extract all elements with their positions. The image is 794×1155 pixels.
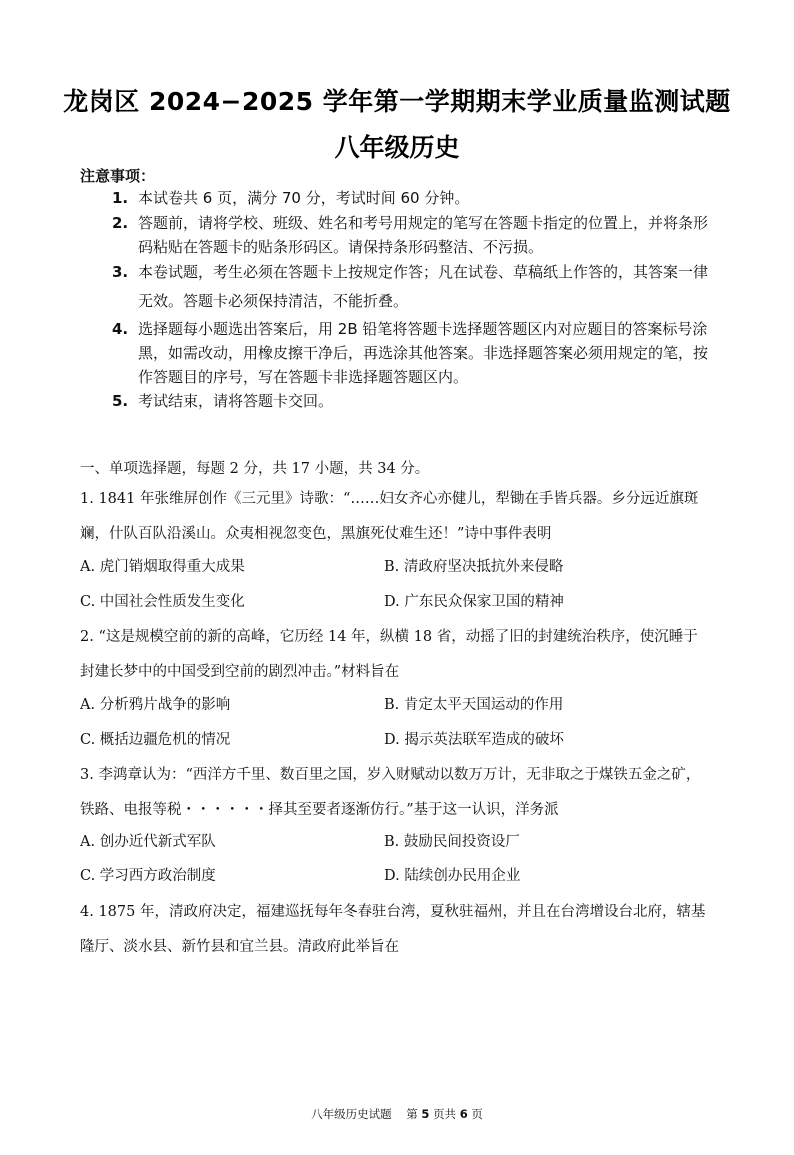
question-option: A. 创办近代新式军队 — [80, 834, 216, 850]
question-option: C. 中国社会性质发生变化 — [80, 594, 245, 610]
notice-item — [112, 211, 712, 259]
question-option: D. 广东民众保家卫国的精神 — [384, 594, 564, 610]
footer-page-number: 5 — [421, 1107, 430, 1121]
page-footer — [0, 1106, 794, 1122]
question-stem: 3. 李鸿章认为：“西洋方千里、数百里之国，岁入财赋动以数万万计，无非取之于煤铁五金之矿，铁路、电报等税・・・・・・择其至要者逐渐仿行。”基于这一认识，洋务派 — [80, 767, 701, 818]
notice-item-number: 4. — [112, 320, 129, 338]
question-option: D. 陆续创办民用企业 — [384, 868, 521, 884]
notice-item-text: 本试卷共 6 页，满分 70 分，考试时间 60 分钟。 — [138, 189, 470, 207]
notice-item-number: 1. — [112, 189, 129, 207]
notice-item-number: 5. — [112, 392, 129, 410]
notice-item — [112, 389, 712, 413]
question-option: A. 分析鸦片战争的影响 — [80, 697, 231, 713]
notice-item-text: 答题前，请将学校、班级、姓名和考号用规定的笔写在答题卡指定的位置上，并将条形码粘贴在答题卡的贴条形码区。请保持条形码整洁、不污损。 — [138, 214, 709, 256]
footer-page-total: 6 — [459, 1107, 468, 1121]
notice-item — [112, 258, 712, 316]
question-option: D. 揭示英法联军造成的破坏 — [384, 732, 564, 748]
footer-page-prefix: 第 — [406, 1107, 418, 1121]
question-option: C. 概括边疆危机的情况 — [80, 732, 231, 748]
exam-subtitle: 八年级历史 — [334, 133, 460, 162]
notice-item-number: 3. — [112, 263, 129, 281]
question-stem: 4. 1875 年，清政府决定，福建巡抚每年冬春驻台湾，夏秋驻福州，并且在台湾增设台北府，辖基隆厅、淡水县、新竹县和宜兰县。清政府此举旨在 — [80, 904, 706, 955]
exam-title: 龙岗区 2024−2025 学年第一学期期末学业质量监测试题 — [63, 87, 731, 116]
section-heading: 一、单项选择题，每题 2 分，共 17 小题，共 34 分。 — [80, 461, 430, 477]
notice-item-text: 考试结束，请将答题卡交回。 — [138, 392, 334, 410]
question-option: B. 清政府坚决抵抗外来侵略 — [384, 559, 564, 575]
question-option: C. 学习西方政治制度 — [80, 868, 216, 884]
question-option: A. 虎门销烟取得重大成果 — [80, 559, 245, 575]
footer-page-mid: 页共 — [433, 1107, 457, 1121]
question-stem: 1. 1841 年张维屏创作《三元里》诗歌：“……妇女齐心亦健儿，犁锄在手皆兵器。乡分远近旗斑斓，什队百队沿溪山。众夷相视忽变色，黑旗死仗难生还！”诗中事件表明 — [80, 491, 699, 542]
footer-page-suffix: 页 — [471, 1107, 483, 1121]
footer-label: 八年级历史试题 — [311, 1107, 392, 1121]
question-stem: 2. “这是规模空前的新的高峰，它历经 14 年，纵横 18 省，动摇了旧的封建统治秩序，使沉睡于封建长梦中的中国受到空前的剧烈冲击。”材料旨在 — [80, 629, 698, 680]
notice-heading: 注意事项： — [80, 167, 156, 185]
question-option: B. 鼓励民间投资设厂 — [384, 834, 520, 850]
notice-item-text: 选择题每小题选出答案后，用 2B 铅笔将答题卡选择题答题区内对应题目的答案标号涂黑，如需改动，用橡皮擦干净后，再选涂其他答案。非选择题答案必须用规定的笔，按作答题目的序号，写在答题卡非选择题答题区内。 — [138, 320, 709, 386]
notice-item-number: 2. — [112, 214, 129, 232]
question-option: B. 肯定太平天国运动的作用 — [384, 697, 564, 713]
notice-item — [112, 186, 712, 210]
notice-item — [112, 317, 712, 389]
notice-item-text: 本卷试题，考生必须在答题卡上按规定作答；凡在试卷、草稿纸上作答的，其答案一律无效。答题卡必须保持清洁，不能折叠。 — [138, 263, 709, 310]
